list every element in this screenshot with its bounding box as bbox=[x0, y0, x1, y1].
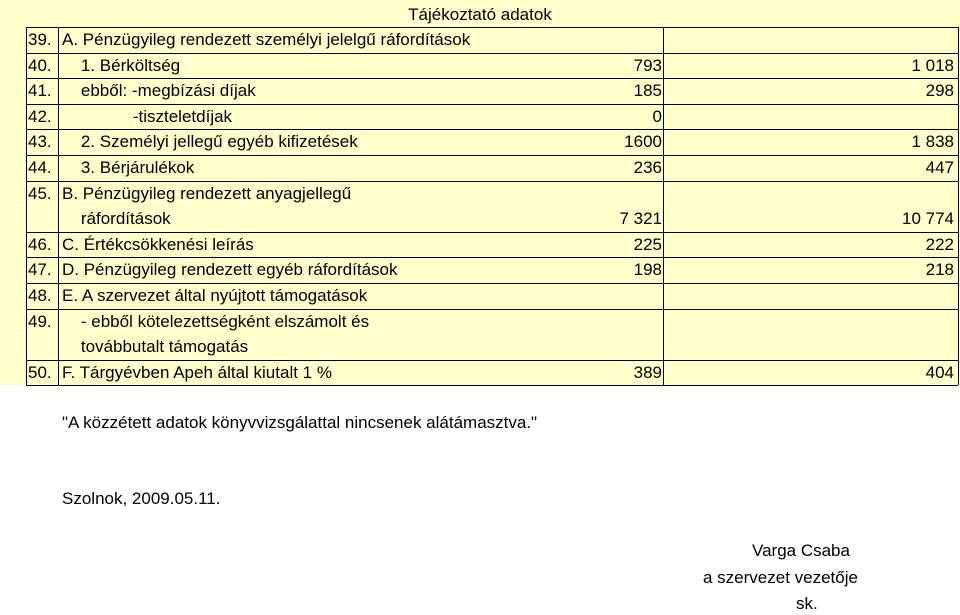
row-value-curr: 1 838 bbox=[911, 132, 954, 152]
table-row bbox=[0, 27, 960, 52]
table-row bbox=[0, 53, 960, 78]
grid-line bbox=[26, 181, 958, 182]
table-row bbox=[0, 334, 960, 359]
table-row bbox=[0, 155, 960, 180]
table-row bbox=[0, 78, 960, 103]
row-label: E. A szervezet által nyújtott támogatások bbox=[62, 286, 368, 305]
row-value-prev: 1600 bbox=[624, 132, 662, 152]
row-number: 46. bbox=[28, 234, 52, 254]
row-number: 39. bbox=[28, 30, 52, 49]
row-value-curr: 222 bbox=[925, 234, 954, 254]
table-row bbox=[0, 232, 960, 257]
row-label: C. Értékcsökkenési leírás bbox=[62, 234, 254, 254]
row-number: 43. bbox=[28, 132, 52, 152]
row-number: 48. bbox=[28, 286, 52, 305]
table-row bbox=[0, 181, 960, 206]
disclaimer-note: "A közzétett adatok könyvvizsgálattal nincsenek alátámasztva." bbox=[62, 413, 538, 432]
table-row bbox=[0, 206, 960, 231]
row-number: 40. bbox=[28, 55, 52, 75]
row-label: D. Pénzügyileg rendezett egyéb ráfordítások bbox=[62, 260, 398, 280]
grid-line bbox=[58, 27, 59, 385]
grid-line bbox=[26, 78, 958, 79]
grid-line bbox=[26, 232, 958, 233]
row-value-prev: 185 bbox=[633, 81, 662, 101]
row-label: 3. Bérjárulékok bbox=[62, 158, 195, 177]
grid-line bbox=[26, 360, 958, 361]
row-label: ebből: -megbízási díjak bbox=[62, 81, 256, 101]
row-number: 47. bbox=[28, 260, 52, 280]
row-label: -tiszteletdíjak bbox=[62, 106, 233, 126]
row-label: F. Tárgyévben Apeh által kiutalt 1 % bbox=[62, 362, 332, 382]
place-and-date: Szolnok, 2009.05.11. bbox=[62, 489, 221, 508]
table-row bbox=[0, 129, 960, 154]
grid-line bbox=[26, 257, 958, 258]
grid-line bbox=[26, 385, 958, 386]
grid-line bbox=[958, 27, 959, 385]
grid-line bbox=[26, 309, 958, 310]
row-label: 2. Személyi jellegű egyéb kifizetések bbox=[62, 132, 358, 152]
row-label: továbbutalt támogatás bbox=[62, 337, 249, 357]
row-value-prev: 236 bbox=[633, 158, 662, 177]
row-value-prev: 0 bbox=[652, 106, 662, 126]
row-value-curr: 218 bbox=[925, 260, 954, 280]
row-number: 42. bbox=[28, 106, 52, 126]
table-row bbox=[0, 309, 960, 334]
grid-line bbox=[26, 129, 958, 130]
row-label: 1. Bérköltség bbox=[62, 55, 181, 75]
row-label: B. Pénzügyileg rendezett anyagjellegű bbox=[62, 183, 352, 203]
row-value-prev: 225 bbox=[633, 234, 662, 254]
row-value-prev: 389 bbox=[633, 362, 662, 382]
grid-line bbox=[26, 53, 958, 54]
table-row bbox=[0, 104, 960, 129]
table-row bbox=[0, 360, 960, 385]
row-label: - ebből kötelezettségként elszámolt és bbox=[62, 311, 370, 331]
grid-line bbox=[26, 27, 27, 385]
signatory-name: Varga Csaba bbox=[752, 541, 850, 560]
row-value-prev: 7 321 bbox=[619, 209, 662, 229]
row-number: 45. bbox=[28, 183, 52, 203]
grid-line bbox=[663, 27, 664, 385]
row-number: 41. bbox=[28, 81, 52, 101]
grid-line bbox=[26, 155, 958, 156]
row-value-curr: 298 bbox=[925, 81, 954, 101]
row-label: A. Pénzügyileg rendezett személyi jelelgű ráfordítások bbox=[62, 30, 471, 49]
row-value-curr: 404 bbox=[925, 362, 954, 382]
row-value-curr: 1 018 bbox=[911, 55, 954, 75]
row-number: 49. bbox=[28, 311, 52, 331]
row-value-prev: 793 bbox=[633, 55, 662, 75]
table-title: Tájékoztató adatok bbox=[408, 5, 552, 24]
row-value-curr: 10 774 bbox=[902, 209, 954, 229]
table-row bbox=[0, 283, 960, 308]
row-value-prev: 198 bbox=[633, 260, 662, 280]
row-number: 50. bbox=[28, 362, 52, 382]
row-value-curr: 447 bbox=[925, 158, 954, 177]
grid-line bbox=[26, 104, 958, 105]
row-label: ráfordítások bbox=[62, 209, 171, 229]
grid-line bbox=[26, 283, 958, 284]
grid-line bbox=[26, 27, 958, 28]
signature-sk: sk. bbox=[796, 594, 818, 613]
table-row bbox=[0, 257, 960, 282]
row-number: 44. bbox=[28, 158, 52, 177]
signatory-role: a szervezet vezetője bbox=[703, 568, 858, 587]
